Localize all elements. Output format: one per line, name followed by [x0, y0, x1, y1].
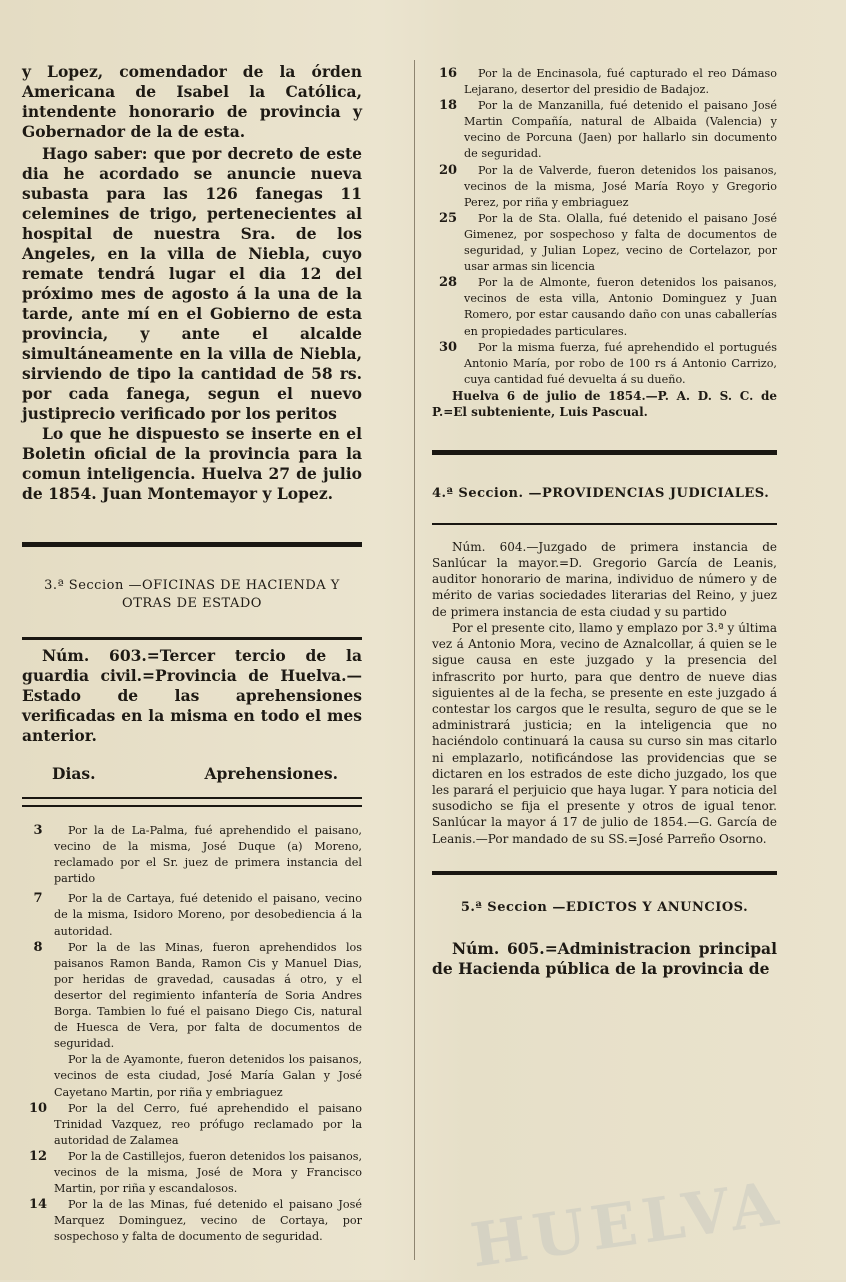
list-item — [432, 66, 777, 98]
watermark: HUELVA — [466, 1168, 788, 1282]
decree-paragraph: Hago saber: que por decreto de este dia he acordado se anuncie nueva subasta para las 126 fanegas 11 celemines de trigo, pertenecientes al hospital de nuestra Sra. de los Angeles, en la villa de Niebla, cuyo remate tendrá lugar el dia 12 del próximo mes de agosto á la una de la tarde, ante mí en el Gobierno de esta provincia, y ante el alcalde simultáneamente en la villa de Niebla, sirviendo de tipo la cantidad de 58 rs. por cada fanega, segun el nuevo justiprecio verificado por los peritos — [22, 144, 362, 423]
entry-text: Por la de La-Palma, fué aprehendido el paisano, vecino de la misma, José Duque (a) Moreno, reclamado por el Sr. juez de primera instancia del partido — [54, 824, 362, 886]
num-605-paragraph: Núm. 605.=Administracion principal de Hacienda pública de la provincia de — [432, 938, 777, 978]
column-divider — [414, 60, 415, 1260]
entry-day: 14 — [28, 1197, 48, 1213]
entry-text: Por la de Cartaya, fué detenido el paisano, vecino de la misma, Isidoro Moreno, por desobediencia á la autoridad. — [54, 892, 362, 938]
list-item — [432, 163, 777, 211]
section-4-title: 4.ª Seccion. —PROVIDENCIAS JUDICIALES. — [432, 485, 770, 501]
entry-day: 20 — [438, 162, 458, 178]
list-item — [22, 1149, 362, 1197]
section-rule — [432, 871, 777, 875]
section-rule — [22, 542, 362, 547]
entry-text: Por la misma fuerza, fué aprehendido el portugués Antonio María, por robo de 100 rs á Antonio Carrizo, cuya cantidad fué devuelta á su dueño. — [464, 340, 777, 386]
list-item — [22, 940, 362, 1053]
list-item — [432, 98, 777, 162]
entry-text: Por la de Almonte, fueron detenidos los paisanos, vecinos de esta villa, Antonio Dominguez y Juan Romero, por estar causando daño con unas caballerías en propiedades particulares. — [464, 276, 777, 338]
entry-text: Por la de Encinasola, fué capturado el reo Dámaso Lejarano, desertor del presidio de Badajoz. — [464, 67, 777, 97]
apprehensions-column-header: Aprehensiones. — [204, 764, 338, 783]
entry-text: Por la de Castillejos, fueron detenidos los paisanos, vecinos de la misma, José de Mora y Francisco Martin, por riña y escandalosos. — [54, 1149, 362, 1196]
days-column-header: Dias. — [52, 764, 96, 783]
apprehensions-list-left — [22, 823, 362, 1245]
list-item — [432, 340, 777, 388]
entry-day: 7 — [33, 891, 43, 907]
list-item — [22, 891, 362, 939]
entry-text: Por la de las Minas, fué detenido el paisano José Marquez Dominguez, vecino de Cortaya, por sospechoso y falta de documento de seguridad. — [54, 1198, 362, 1244]
table-rule — [22, 797, 362, 807]
entry-text: Por la de Manzanilla, fué detenido el paisano José Martin Compañía, natural de Albaida (Valencia) y vecino de Porcuna (Jaen) por hallarlo sin documento de seguridad. — [464, 99, 777, 161]
section-3-title: 3.ª Seccion —OFICINAS DE HACIENDA Y OTRAS DE ESTADO — [44, 578, 340, 611]
table-header — [22, 764, 362, 783]
section-rule — [432, 450, 777, 455]
section-5-title: 5.ª Seccion —EDICTOS Y ANUNCIOS. — [460, 899, 749, 915]
section-rule — [22, 637, 362, 640]
entry-day: 18 — [438, 98, 458, 114]
entry-day: 28 — [438, 275, 458, 291]
list-item — [22, 823, 362, 887]
apprehensions-list-right — [432, 66, 777, 420]
list-item — [22, 1052, 362, 1100]
citation-paragraph: Por el presente cito, llamo y emplazo por 3.ª y última vez á Antonio Mora, vecino de Aznalcollar, á quien se le sigue causa en este juzgado y la presencia del infrascrito por hurto, para que dentro de nueve dias siguientes al de la fecha, se presente en este juzgado á contestar los cargos que le resulta, seguro de que se le administrará justicia; en la inteligencia que no haciéndolo continuará la causa su curso sin mas citarlo ni emplazarlo, notificándose las providencias que se dictaren en los estrados de este dicho juzgado, los que les parará el perjuicio que haya lugar. Y para noticia del susodicho se fija el presente y otros de igual tenor. Sanlúcar la mayor á 17 de julio de 1854.—G. García de Leanis.—Por mandado de su SS.=José Parreño Osorno. — [432, 620, 777, 846]
entry-text: Por la de las Minas, fueron aprehendidos los paisanos Ramon Banda, Ramon Cis y Manuel Dias, por heridas de gravedad, causadas á otro, y el desertor del regimiento infantería de Soria Andres Borga. Tambien lo fué el paisano Diego Cis, natural de Huesca de Vera, por falta de documentos de seguridad. — [54, 940, 362, 1051]
closing-paragraph: Lo que he dispuesto se inserte en el Boletin oficial de la provincia para la comun inteligencia. Huelva 27 de julio de 1854. Juan Montemayor y Lopez. — [22, 424, 362, 503]
left-column — [22, 62, 362, 1245]
entry-text: Por la del Cerro, fué aprehendido el paisano Trinidad Vazquez, reo prófugo reclamado por la autoridad de Zalamea — [54, 1101, 362, 1147]
entry-day: 25 — [438, 210, 458, 226]
entry-day: 30 — [438, 339, 458, 355]
entry-text: Por la de Valverde, fueron detenidos los paisanos, vecinos de la misma, José María Royo y Gregorio Perez, por riña y embriaguez — [464, 163, 777, 209]
entry-text: Por la de Ayamonte, fueron detenidos los paisanos, vecinos de esta ciudad, José María Galan y José Cayetano Martin, por riña y embriaguez — [54, 1053, 362, 1099]
intro-paragraph: y Lopez, comendador de la órden Americana de Isabel la Católica, intendente honorario de provincia y Gobernador de la de esta. — [22, 62, 362, 141]
section-rule — [432, 523, 777, 525]
entry-day: 12 — [28, 1148, 48, 1164]
num-604-paragraph: Núm. 604.—Juzgado de primera instancia de Sanlúcar la mayor.=D. Gregorio García de Leanis, auditor honorario de marina, individuo de número y de mérito de varias sociedades literarias del Reino, y juez de primera instancia de esta ciudad y su partido — [432, 539, 777, 619]
signature-line: Huelva 6 de julio de 1854.—P. A. D. S. C. de P.=El subteniente, Luis Pascual. — [432, 388, 777, 419]
entry-day: 16 — [438, 66, 458, 81]
entry-text: Por la de Sta. Olalla, fué detenido el paisano José Gimenez, por sospechoso y falta de documentos de seguridad, y Julian Lopez, vecino de Cortelazor, por usar armas sin licencia — [464, 211, 777, 274]
entry-day: 3 — [33, 823, 43, 838]
entry-day: 10 — [28, 1100, 48, 1116]
entry-day: 8 — [33, 939, 43, 955]
num-603-paragraph: Núm. 603.=Tercer tercio de la guardia civil.=Provincia de Huelva.—Estado de las aprehensiones verificadas en la misma en todo el mes anterior. — [22, 646, 362, 745]
list-item — [432, 211, 777, 275]
right-column — [432, 66, 777, 979]
list-item — [22, 1101, 362, 1149]
list-item — [432, 275, 777, 339]
list-item — [22, 1197, 362, 1245]
